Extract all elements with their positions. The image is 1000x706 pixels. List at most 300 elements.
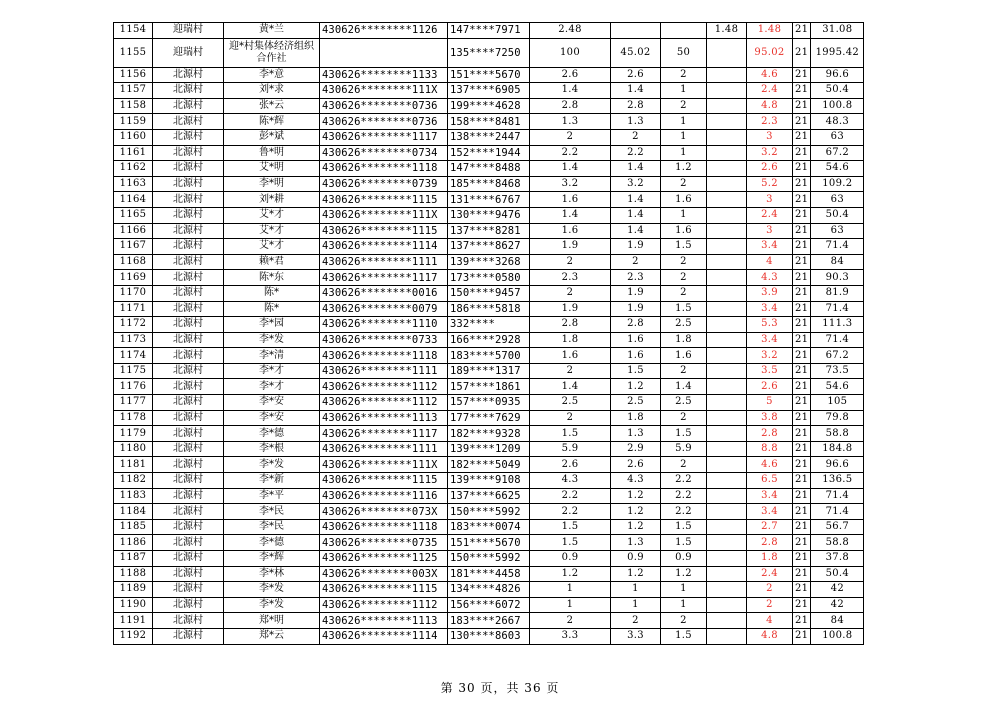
- table-row: [114, 379, 864, 395]
- col2-cell: [611, 23, 661, 39]
- phone-cell: 151****5670: [448, 535, 530, 551]
- village-cell: 北源村: [153, 535, 224, 551]
- village-cell: 北源村: [153, 98, 224, 114]
- name-cell: 鲁*明: [224, 145, 320, 161]
- table-row: [114, 98, 864, 114]
- total-cell: 2.6: [747, 161, 793, 177]
- col3-cell: 1: [661, 145, 707, 161]
- name-cell: 李*德: [224, 535, 320, 551]
- name-cell: 李*平: [224, 488, 320, 504]
- phone-cell: 137****6625: [448, 488, 530, 504]
- col2-cell: 1.6: [611, 332, 661, 348]
- total-cell: 4.8: [747, 98, 793, 114]
- rate-cell: 21: [793, 473, 811, 489]
- amount-cell: 71.4: [811, 488, 864, 504]
- col4-cell: [707, 239, 747, 255]
- seq-cell: 1167: [114, 239, 153, 255]
- phone-cell: 189****1317: [448, 363, 530, 379]
- id-cell: 430626********1115: [320, 473, 448, 489]
- area-cell: 2.6: [530, 67, 611, 83]
- area-cell: 2.5: [530, 395, 611, 411]
- col3-cell: 1: [661, 597, 707, 613]
- col2-cell: 2: [611, 254, 661, 270]
- seq-cell: 1178: [114, 410, 153, 426]
- col4-cell: [707, 83, 747, 99]
- rate-cell: 21: [793, 551, 811, 567]
- id-cell: 430626********1112: [320, 597, 448, 613]
- seq-cell: 1176: [114, 379, 153, 395]
- total-cell: 2.4: [747, 83, 793, 99]
- amount-cell: 100.8: [811, 628, 864, 644]
- col4-cell: [707, 192, 747, 208]
- col4-cell: [707, 98, 747, 114]
- phone-cell: 130****9476: [448, 207, 530, 223]
- amount-cell: 54.6: [811, 379, 864, 395]
- total-cell: 8.8: [747, 441, 793, 457]
- col3-cell: 1.4: [661, 379, 707, 395]
- seq-cell: 1171: [114, 301, 153, 317]
- total-cell: 5.3: [747, 317, 793, 333]
- col3-cell: 5.9: [661, 441, 707, 457]
- amount-cell: 79.8: [811, 410, 864, 426]
- col2-cell: 2.8: [611, 317, 661, 333]
- phone-cell: 135****7250: [448, 38, 530, 67]
- table-row: [114, 582, 864, 598]
- name-cell: 艾*才: [224, 239, 320, 255]
- rate-cell: 21: [793, 270, 811, 286]
- id-cell: 430626********1125: [320, 551, 448, 567]
- seq-cell: 1166: [114, 223, 153, 239]
- page-footer: 第 30 页，共 36 页: [440, 681, 560, 695]
- total-cell: 3.4: [747, 239, 793, 255]
- phone-cell: 158****8481: [448, 114, 530, 130]
- col4-cell: [707, 597, 747, 613]
- col2-cell: 1.8: [611, 410, 661, 426]
- name-cell: 陈*辉: [224, 114, 320, 130]
- name-cell: 赖*君: [224, 254, 320, 270]
- col4-cell: [707, 628, 747, 644]
- seq-cell: 1175: [114, 363, 153, 379]
- col2-cell: 2: [611, 129, 661, 145]
- amount-cell: 1995.42: [811, 38, 864, 67]
- seq-cell: 1191: [114, 613, 153, 629]
- total-cell: 3.4: [747, 488, 793, 504]
- col3-cell: 1.6: [661, 192, 707, 208]
- village-cell: 北源村: [153, 519, 224, 535]
- col4-cell: [707, 457, 747, 473]
- col4-cell: [707, 301, 747, 317]
- village-cell: 北源村: [153, 379, 224, 395]
- village-cell: 北源村: [153, 457, 224, 473]
- col4-cell: [707, 145, 747, 161]
- col4-cell: [707, 395, 747, 411]
- rate-cell: 21: [793, 285, 811, 301]
- table-row: [114, 348, 864, 364]
- seq-cell: 1185: [114, 519, 153, 535]
- table-row: [114, 504, 864, 520]
- name-cell: 李*根: [224, 441, 320, 457]
- name-cell: 陈*: [224, 285, 320, 301]
- village-cell: 北源村: [153, 239, 224, 255]
- amount-cell: 136.5: [811, 473, 864, 489]
- id-cell: 430626********1115: [320, 223, 448, 239]
- area-cell: 5.9: [530, 441, 611, 457]
- id-cell: 430626********0736: [320, 98, 448, 114]
- seq-cell: 1168: [114, 254, 153, 270]
- amount-cell: 63: [811, 129, 864, 145]
- area-cell: 0.9: [530, 551, 611, 567]
- col3-cell: 2: [661, 613, 707, 629]
- area-cell: 1.6: [530, 348, 611, 364]
- village-cell: 北源村: [153, 114, 224, 130]
- table-row: [114, 145, 864, 161]
- id-cell: 430626********111X: [320, 83, 448, 99]
- col4-cell: [707, 566, 747, 582]
- table-row: [114, 301, 864, 317]
- area-cell: 2.6: [530, 457, 611, 473]
- id-cell: 430626********1118: [320, 348, 448, 364]
- total-cell: 4.3: [747, 270, 793, 286]
- rate-cell: 21: [793, 410, 811, 426]
- table-row: [114, 395, 864, 411]
- seq-cell: 1190: [114, 597, 153, 613]
- col2-cell: 2.2: [611, 145, 661, 161]
- id-cell: 430626********003X: [320, 566, 448, 582]
- phone-cell: 139****3268: [448, 254, 530, 270]
- amount-cell: 71.4: [811, 239, 864, 255]
- village-cell: 北源村: [153, 83, 224, 99]
- col2-cell: 1.6: [611, 348, 661, 364]
- id-cell: 430626********1111: [320, 254, 448, 270]
- col3-cell: 1.2: [661, 161, 707, 177]
- phone-cell: 150****9457: [448, 285, 530, 301]
- col3-cell: 2.2: [661, 504, 707, 520]
- seq-cell: 1162: [114, 161, 153, 177]
- total-cell: 2.4: [747, 566, 793, 582]
- area-cell: 3.2: [530, 176, 611, 192]
- col4-cell: [707, 332, 747, 348]
- amount-cell: 58.8: [811, 535, 864, 551]
- amount-cell: 81.9: [811, 285, 864, 301]
- total-cell: 2: [747, 582, 793, 598]
- phone-cell: 185****8468: [448, 176, 530, 192]
- amount-cell: 109.2: [811, 176, 864, 192]
- total-cell: 1.8: [747, 551, 793, 567]
- col2-cell: 1.2: [611, 379, 661, 395]
- rate-cell: 21: [793, 301, 811, 317]
- col4-cell: [707, 348, 747, 364]
- col2-cell: 2.6: [611, 67, 661, 83]
- phone-cell: 157****1861: [448, 379, 530, 395]
- amount-cell: 111.3: [811, 317, 864, 333]
- col2-cell: 0.9: [611, 551, 661, 567]
- phone-cell: 166****2928: [448, 332, 530, 348]
- phone-cell: 183****0074: [448, 519, 530, 535]
- phone-cell: 134****4826: [448, 582, 530, 598]
- total-cell: 2.4: [747, 207, 793, 223]
- id-cell: 430626********0735: [320, 535, 448, 551]
- col4-cell: 1.48: [707, 23, 747, 39]
- total-cell: 4.8: [747, 628, 793, 644]
- amount-cell: 67.2: [811, 145, 864, 161]
- id-cell: 430626********1114: [320, 239, 448, 255]
- col3-cell: 50: [661, 38, 707, 67]
- id-cell: 430626********0739: [320, 176, 448, 192]
- col4-cell: [707, 254, 747, 270]
- id-cell: 430626********1118: [320, 519, 448, 535]
- name-cell: 李*明: [224, 176, 320, 192]
- col2-cell: 1.2: [611, 488, 661, 504]
- col3-cell: 1: [661, 129, 707, 145]
- rate-cell: 21: [793, 582, 811, 598]
- amount-cell: 63: [811, 223, 864, 239]
- rate-cell: 21: [793, 98, 811, 114]
- data-table: [113, 22, 864, 645]
- id-cell: 430626********1115: [320, 582, 448, 598]
- village-cell: 北源村: [153, 363, 224, 379]
- total-cell: 2.8: [747, 426, 793, 442]
- col4-cell: [707, 317, 747, 333]
- col2-cell: 1.4: [611, 192, 661, 208]
- id-cell: 430626********1115: [320, 192, 448, 208]
- village-cell: 北源村: [153, 628, 224, 644]
- id-cell: 430626********1112: [320, 379, 448, 395]
- id-cell: 430626********1111: [320, 363, 448, 379]
- seq-cell: 1158: [114, 98, 153, 114]
- name-cell: 李*才: [224, 379, 320, 395]
- table-row: [114, 628, 864, 644]
- col2-cell: 1.3: [611, 535, 661, 551]
- table-row: [114, 566, 864, 582]
- total-cell: 3: [747, 129, 793, 145]
- phone-cell: 147****8488: [448, 161, 530, 177]
- col2-cell: 2.8: [611, 98, 661, 114]
- name-cell: 李*发: [224, 597, 320, 613]
- village-cell: 北源村: [153, 192, 224, 208]
- col4-cell: [707, 519, 747, 535]
- id-cell: 430626********073X: [320, 504, 448, 520]
- table-row: [114, 161, 864, 177]
- phone-cell: 156****6072: [448, 597, 530, 613]
- col3-cell: 2: [661, 67, 707, 83]
- village-cell: 北源村: [153, 145, 224, 161]
- col3-cell: 2.5: [661, 317, 707, 333]
- id-cell: 430626********1116: [320, 488, 448, 504]
- name-cell: 李*德: [224, 426, 320, 442]
- col3-cell: 2: [661, 254, 707, 270]
- total-cell: 4: [747, 254, 793, 270]
- amount-cell: 71.4: [811, 301, 864, 317]
- village-cell: 北源村: [153, 504, 224, 520]
- area-cell: 1.4: [530, 83, 611, 99]
- rate-cell: 21: [793, 363, 811, 379]
- col2-cell: 1.9: [611, 239, 661, 255]
- col4-cell: [707, 129, 747, 145]
- id-cell: 430626********1113: [320, 410, 448, 426]
- phone-cell: 181****4458: [448, 566, 530, 582]
- table-row: [114, 457, 864, 473]
- seq-cell: 1160: [114, 129, 153, 145]
- village-cell: 北源村: [153, 176, 224, 192]
- rate-cell: 21: [793, 566, 811, 582]
- total-cell: 3.2: [747, 348, 793, 364]
- phone-cell: 173****0580: [448, 270, 530, 286]
- id-cell: 430626********1133: [320, 67, 448, 83]
- village-cell: 北源村: [153, 332, 224, 348]
- table-row: [114, 38, 864, 67]
- village-cell: 北源村: [153, 129, 224, 145]
- rate-cell: 21: [793, 161, 811, 177]
- rate-cell: 21: [793, 114, 811, 130]
- name-cell: 艾*明: [224, 161, 320, 177]
- phone-cell: 130****8603: [448, 628, 530, 644]
- area-cell: 1.4: [530, 379, 611, 395]
- area-cell: 2.8: [530, 98, 611, 114]
- col2-cell: 3.2: [611, 176, 661, 192]
- col2-cell: 1.5: [611, 363, 661, 379]
- rate-cell: 21: [793, 67, 811, 83]
- name-cell: 张*云: [224, 98, 320, 114]
- table-row: [114, 270, 864, 286]
- name-cell: 郑*云: [224, 628, 320, 644]
- area-cell: 2: [530, 363, 611, 379]
- total-cell: 5.2: [747, 176, 793, 192]
- amount-cell: 48.3: [811, 114, 864, 130]
- table-row: [114, 223, 864, 239]
- id-cell: 430626********0733: [320, 332, 448, 348]
- name-cell: 彭*斌: [224, 129, 320, 145]
- amount-cell: 63: [811, 192, 864, 208]
- table-row: [114, 441, 864, 457]
- amount-cell: 56.7: [811, 519, 864, 535]
- rate-cell: 21: [793, 535, 811, 551]
- rate-cell: 21: [793, 395, 811, 411]
- col4-cell: [707, 504, 747, 520]
- col3-cell: 1: [661, 582, 707, 598]
- phone-cell: 332****: [448, 317, 530, 333]
- amount-cell: 96.6: [811, 457, 864, 473]
- table-row: [114, 176, 864, 192]
- rate-cell: 21: [793, 488, 811, 504]
- id-cell: 430626********1117: [320, 426, 448, 442]
- village-cell: 北源村: [153, 223, 224, 239]
- seq-cell: 1183: [114, 488, 153, 504]
- amount-cell: 184.8: [811, 441, 864, 457]
- col3-cell: 2.5: [661, 395, 707, 411]
- rate-cell: 21: [793, 83, 811, 99]
- total-cell: 2.7: [747, 519, 793, 535]
- col4-cell: [707, 535, 747, 551]
- col4-cell: [707, 38, 747, 67]
- seq-cell: 1188: [114, 566, 153, 582]
- col2-cell: 1.9: [611, 301, 661, 317]
- col3-cell: 2: [661, 270, 707, 286]
- col3-cell: 2.2: [661, 473, 707, 489]
- col3-cell: 1.6: [661, 223, 707, 239]
- total-cell: 6.5: [747, 473, 793, 489]
- area-cell: 2.2: [530, 145, 611, 161]
- col3-cell: 2: [661, 363, 707, 379]
- col2-cell: 2.5: [611, 395, 661, 411]
- phone-cell: 139****1209: [448, 441, 530, 457]
- id-cell: 430626********0016: [320, 285, 448, 301]
- col4-cell: [707, 270, 747, 286]
- village-cell: 北源村: [153, 285, 224, 301]
- seq-cell: 1154: [114, 23, 153, 39]
- phone-cell: 139****9108: [448, 473, 530, 489]
- table-row: [114, 410, 864, 426]
- amount-cell: 71.4: [811, 332, 864, 348]
- name-cell: 李*发: [224, 457, 320, 473]
- col2-cell: 1.3: [611, 426, 661, 442]
- col3-cell: 0.9: [661, 551, 707, 567]
- col2-cell: 1.4: [611, 83, 661, 99]
- col4-cell: [707, 67, 747, 83]
- village-cell: 北源村: [153, 488, 224, 504]
- name-cell: 陈*东: [224, 270, 320, 286]
- rate-cell: 21: [793, 38, 811, 67]
- id-cell: 430626********1118: [320, 161, 448, 177]
- id-cell: 430626********1117: [320, 129, 448, 145]
- col2-cell: 4.3: [611, 473, 661, 489]
- col3-cell: 1.8: [661, 332, 707, 348]
- col2-cell: 1.3: [611, 114, 661, 130]
- col4-cell: [707, 379, 747, 395]
- area-cell: 3.3: [530, 628, 611, 644]
- area-cell: 2: [530, 410, 611, 426]
- table-row: [114, 67, 864, 83]
- table-row: [114, 317, 864, 333]
- table-row: [114, 535, 864, 551]
- col4-cell: [707, 114, 747, 130]
- area-cell: 2.3: [530, 270, 611, 286]
- rate-cell: 21: [793, 317, 811, 333]
- village-cell: 北源村: [153, 270, 224, 286]
- table-row: [114, 254, 864, 270]
- phone-cell: 147****7971: [448, 23, 530, 39]
- col3-cell: 2: [661, 410, 707, 426]
- col3-cell: 2: [661, 285, 707, 301]
- col4-cell: [707, 161, 747, 177]
- table-row: [114, 129, 864, 145]
- amount-cell: 73.5: [811, 363, 864, 379]
- seq-cell: 1156: [114, 67, 153, 83]
- rate-cell: 21: [793, 192, 811, 208]
- area-cell: 1.5: [530, 426, 611, 442]
- table-row: [114, 332, 864, 348]
- amount-cell: 67.2: [811, 348, 864, 364]
- seq-cell: 1187: [114, 551, 153, 567]
- name-cell: 李*辉: [224, 551, 320, 567]
- village-cell: 北源村: [153, 317, 224, 333]
- col3-cell: 2: [661, 176, 707, 192]
- village-cell: 北源村: [153, 254, 224, 270]
- seq-cell: 1186: [114, 535, 153, 551]
- area-cell: 1.2: [530, 566, 611, 582]
- rate-cell: 21: [793, 239, 811, 255]
- village-cell: 北源村: [153, 67, 224, 83]
- area-cell: 1.4: [530, 207, 611, 223]
- col2-cell: 2.9: [611, 441, 661, 457]
- table-row: [114, 597, 864, 613]
- rate-cell: 21: [793, 207, 811, 223]
- phone-cell: 137****8281: [448, 223, 530, 239]
- col2-cell: 3.3: [611, 628, 661, 644]
- phone-cell: 183****2667: [448, 613, 530, 629]
- col2-cell: 1: [611, 582, 661, 598]
- seq-cell: 1177: [114, 395, 153, 411]
- total-cell: 3.5: [747, 363, 793, 379]
